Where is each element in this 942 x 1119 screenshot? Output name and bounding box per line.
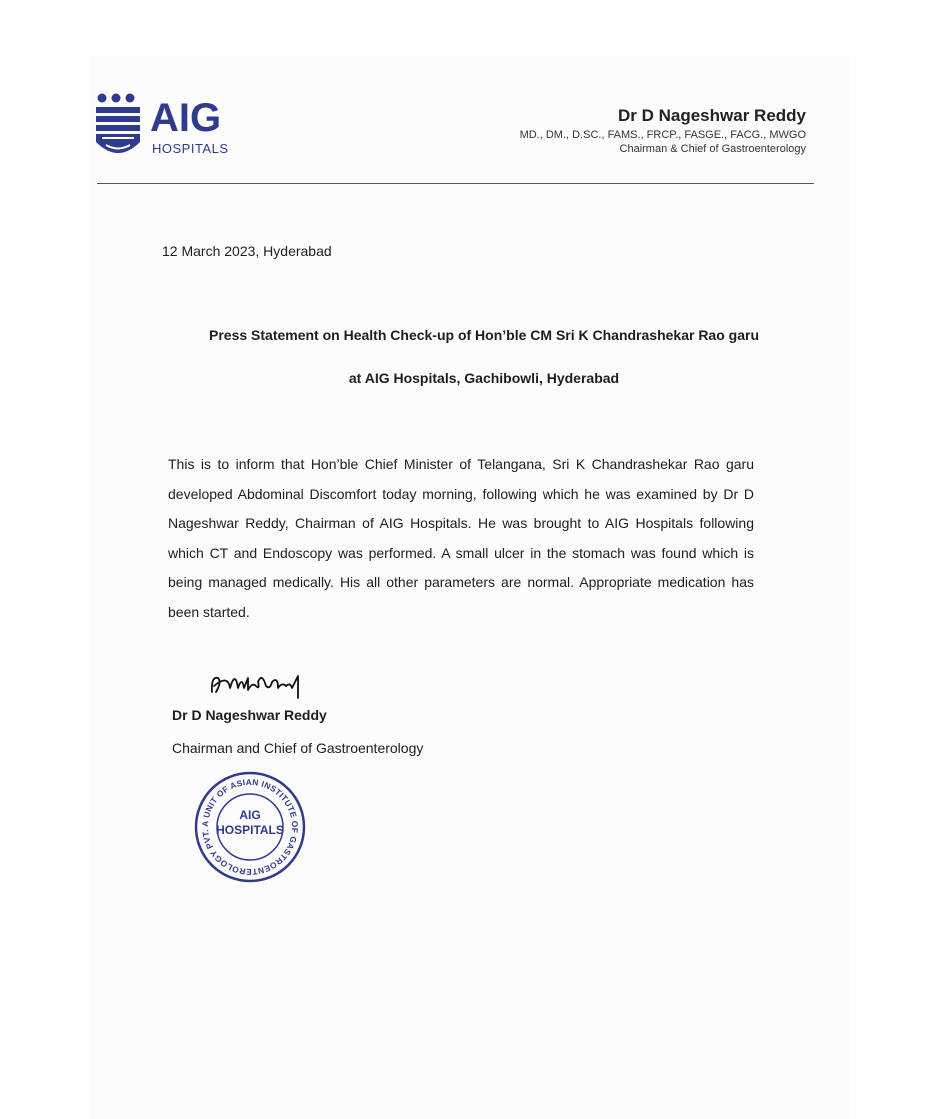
- aig-logo-mark-icon: [94, 92, 150, 162]
- hospital-stamp: [193, 770, 307, 884]
- signature-icon: [208, 668, 308, 704]
- signatory-name: Dr D Nageshwar Reddy: [172, 707, 327, 723]
- letterhead-doctor: [520, 106, 806, 156]
- statement-title-line2: at AIG Hospitals, Gachibowli, Hyderabad: [348, 370, 620, 386]
- stamp-ring-text: A UNIT OF ASIAN INSTITUTE OF GASTROENTEROLOGY PVT.: [199, 776, 301, 878]
- letterhead-doctor-name: Dr D Nageshwar Reddy: [618, 106, 806, 125]
- statement-title-line1: Press Statement on Health Check-up of Hon’ble CM Sri K Chandrashekar Rao garu: [209, 327, 759, 343]
- stamp-center-line2: HOSPITALS: [216, 823, 284, 837]
- aig-logo: [94, 92, 234, 162]
- stamp-center-line1: AIG: [239, 808, 261, 822]
- signature: [208, 668, 308, 709]
- signatory-role: Chairman and Chief of Gastroenterology: [172, 740, 424, 756]
- letterhead-qualifications: MD., DM., D.SC., FAMS., FRCP., FASGE., FACG., MWGO: [519, 129, 806, 141]
- statement-body: This is to inform that Hon’ble Chief Minister of Telangana, Sri K Chandrashekar Rao garu developed Abdominal Discomfort today morning, following which he was examined by Dr D Nageshwar Reddy, Chairman of AIG Hospitals. He was brought to AIG Hospitals following which CT and Endoscopy was performed. A small ulcer in the stomach was found which is being managed medically. His all other parameters are normal. Appropriate medication has been started.: [168, 456, 754, 620]
- stamp-center-text: [193, 808, 307, 838]
- letterhead-role: Chairman & Chief of Gastroenterology: [619, 143, 806, 155]
- date-place: 12 March 2023, Hyderabad: [162, 243, 332, 259]
- logo-wordmark: AIG: [150, 96, 222, 140]
- header-divider: [97, 183, 814, 184]
- logo-subtext: HOSPITALS: [152, 141, 229, 156]
